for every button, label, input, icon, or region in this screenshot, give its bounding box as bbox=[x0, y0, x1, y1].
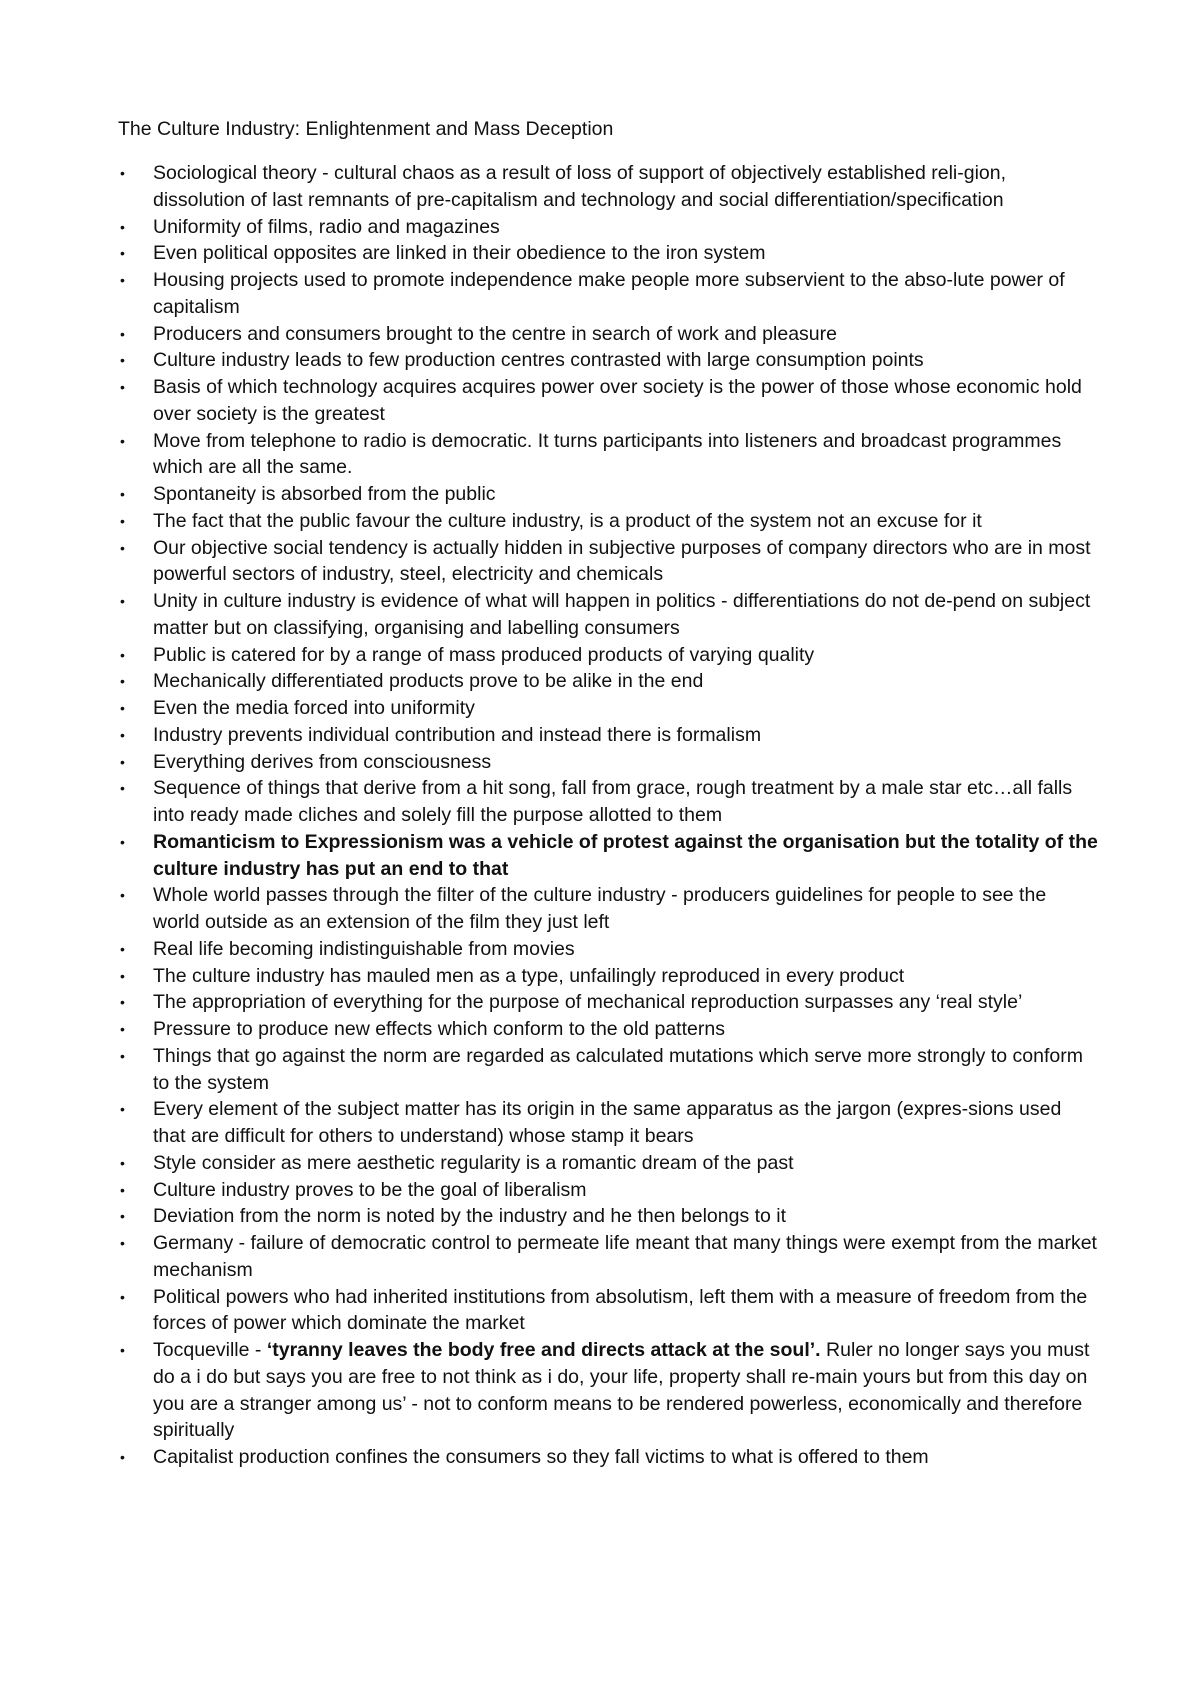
list-item bbox=[118, 936, 1098, 963]
list-item bbox=[118, 1230, 1098, 1284]
list-item-text: Producers and consumers brought to the centre in search of work and pleasure bbox=[153, 322, 837, 345]
list-item-text: Whole world passes through the filter of the culture industry - producers guidelines for people to see the world outside as an extension of the film they just left bbox=[153, 884, 1047, 933]
bullet-icon: • bbox=[120, 780, 125, 797]
list-item-text: Industry prevents individual contribution and instead there is formalism bbox=[153, 723, 762, 746]
list-item-text: Even the media forced into uniformity bbox=[153, 697, 475, 719]
list-item bbox=[118, 1096, 1098, 1150]
bullet-icon: • bbox=[120, 1047, 125, 1064]
list-item-text: Culture industry leads to few production centres contrasted with large consumption points bbox=[153, 349, 924, 372]
list-item-text: Spontaneity is absorbed from the public bbox=[153, 483, 496, 505]
bullet-icon: • bbox=[120, 967, 125, 984]
list-item-text: Deviation from the norm is noted by the industry and he then belongs to it bbox=[153, 1205, 787, 1228]
list-item bbox=[118, 374, 1098, 428]
list-item bbox=[118, 668, 1098, 695]
bullet-icon: • bbox=[120, 1208, 125, 1225]
bullet-icon: • bbox=[120, 1021, 125, 1037]
list-item-text: Romanticism to Expressionism was a vehicle of protest against the organisation but the totality of the culture industry has put an end to that bbox=[153, 830, 1098, 880]
bullet-icon: • bbox=[120, 833, 125, 850]
list-item-text: Political powers who had inherited institutions from absolutism, left them with a measure of freedom from the forces of power which dominate the market bbox=[153, 1285, 1088, 1335]
list-item-text: Sequence of things that derive from a hit song, fall from grace, rough treatment by a male star etc…all falls into ready made cliches and solely fill the purpose allotted to them bbox=[153, 777, 1073, 826]
bullet-icon: • bbox=[120, 379, 125, 395]
list-item-text: Housing projects used to promote independence make people more subservient to the abso-lute power of capitalism bbox=[153, 269, 1065, 318]
list-item-text: Basis of which technology acquires acquires power over society is the power of those whose economic hold over society is the greatest bbox=[153, 376, 1082, 425]
bullet-icon: • bbox=[120, 325, 125, 342]
list-item-text: Uniformity of films, radio and magazines bbox=[153, 215, 500, 238]
list-item-text: Public is catered for by a range of mass produced products of varying quality bbox=[153, 643, 815, 666]
list-item bbox=[118, 1150, 1098, 1177]
bullet-icon: • bbox=[120, 1235, 125, 1251]
list-item bbox=[118, 428, 1098, 482]
list-item bbox=[118, 642, 1098, 669]
list-item bbox=[118, 508, 1098, 535]
list-item bbox=[118, 1043, 1098, 1097]
list-item-tocqueville bbox=[118, 1337, 1098, 1444]
bullet-icon: • bbox=[120, 1288, 125, 1305]
bullet-icon: • bbox=[120, 218, 125, 235]
bullet-icon: • bbox=[120, 512, 125, 529]
tocqueville-quote: ‘tyranny leaves the body free and directs attack at the soul’. bbox=[266, 1339, 821, 1361]
list-item bbox=[118, 535, 1098, 589]
bullet-icon: • bbox=[120, 352, 125, 369]
list-item-text: The fact that the public favour the culture industry, is a product of the system not an excuse for it bbox=[153, 509, 982, 532]
list-item bbox=[118, 321, 1098, 348]
list-item bbox=[118, 160, 1098, 214]
list-item bbox=[118, 775, 1098, 829]
list-item bbox=[118, 1016, 1098, 1043]
list-item bbox=[118, 214, 1098, 241]
bullet-icon: • bbox=[120, 432, 125, 449]
list-item-text: Germany - failure of democratic control to permeate life meant that many things were exempt from the market mechanism bbox=[153, 1232, 1097, 1281]
list-item bbox=[118, 882, 1098, 936]
bullet-icon: • bbox=[120, 1449, 125, 1465]
bullet-icon: • bbox=[120, 1181, 125, 1198]
list-item-text: Pressure to produce new effects which conform to the old patterns bbox=[153, 1018, 725, 1040]
bullet-icon: • bbox=[120, 1101, 125, 1118]
document-title: The Culture Industry: Enlightenment and Mass Deception bbox=[118, 118, 614, 140]
list-item bbox=[118, 481, 1098, 508]
list-item-text: Move from telephone to radio is democratic. It turns participants into listeners and broadcast programmes which are all the same. bbox=[153, 429, 1062, 479]
bullet-icon: • bbox=[120, 593, 125, 609]
list-item-text: Real life becoming indistinguishable from movies bbox=[153, 937, 575, 960]
bullet-icon: • bbox=[120, 245, 125, 262]
bullet-icon: • bbox=[120, 486, 125, 502]
bullet-icon: • bbox=[120, 1342, 125, 1358]
list-item bbox=[118, 347, 1098, 374]
list-item bbox=[118, 989, 1098, 1016]
list-item-text: Even political opposites are linked in their obedience to the iron system bbox=[153, 242, 766, 265]
bullet-icon: • bbox=[120, 994, 125, 1011]
bullet-icon: • bbox=[120, 1154, 125, 1171]
list-item-text: The appropriation of everything for the purpose of mechanical reproduction surpasses any ‘real style’ bbox=[153, 991, 1023, 1014]
bullet-icon: • bbox=[120, 887, 125, 904]
list-item-text: Everything derives from consciousness bbox=[153, 750, 492, 773]
list-item-bold bbox=[118, 829, 1098, 883]
bullet-icon: • bbox=[120, 539, 125, 556]
list-item-text: Mechanically differentiated products prove to be alike in the end bbox=[153, 670, 704, 693]
list-item bbox=[118, 1444, 1098, 1471]
list-item bbox=[118, 1284, 1098, 1338]
list-item-text: Style consider as mere aesthetic regularity is a romantic dream of the past bbox=[153, 1151, 794, 1174]
document-page bbox=[118, 116, 1098, 1471]
list-item bbox=[118, 695, 1098, 722]
list-item-text: Unity in culture industry is evidence of what will happen in politics - differentiations do not de-pend on subject matter but on classifying, organising and labelling consumers bbox=[153, 590, 1091, 639]
list-item bbox=[118, 722, 1098, 749]
list-item bbox=[118, 1203, 1098, 1230]
notes-list bbox=[118, 160, 1098, 1471]
bullet-icon: • bbox=[120, 673, 125, 690]
tocqueville-prefix: Tocqueville - bbox=[153, 1339, 267, 1361]
list-item bbox=[118, 588, 1098, 642]
bullet-icon: • bbox=[120, 753, 125, 770]
bullet-icon: • bbox=[120, 940, 125, 957]
list-item-text bbox=[153, 1339, 1089, 1441]
list-item bbox=[118, 1177, 1098, 1204]
bullet-icon: • bbox=[120, 646, 125, 663]
list-item-text: Culture industry proves to be the goal of liberalism bbox=[153, 1178, 587, 1201]
bullet-icon: • bbox=[120, 272, 125, 288]
list-item bbox=[118, 240, 1098, 267]
list-item-text: Every element of the subject matter has its origin in the same apparatus as the jargon (expres-sions used that are difficult for others to understand) whose stamp it bears bbox=[153, 1098, 1062, 1147]
list-item bbox=[118, 963, 1098, 990]
list-item-text: Sociological theory - cultural chaos as a result of loss of support of objectively established reli-gion, dissolution of last remnants of pre-capitalism and technology and social differentiation/specification bbox=[153, 162, 1007, 211]
list-item-text: Things that go against the norm are regarded as calculated mutations which serve more strongly to conform to the system bbox=[153, 1044, 1083, 1094]
bullet-icon: • bbox=[120, 726, 125, 743]
bullet-icon: • bbox=[120, 165, 125, 181]
tocqueville-suffix: Ruler no longer says you must do a i do but says you are free to not think as i do, your life, property shall re-main yours but from this day on you are a stranger among us’ - not to conform means to be rendered powerless, economically and therefore spiritually bbox=[153, 1339, 1090, 1442]
list-item bbox=[118, 267, 1098, 321]
list-item-text: The culture industry has mauled men as a type, unfailingly reproduced in every product bbox=[153, 964, 905, 987]
list-item-text: Capitalist production confines the consumers so they fall victims to what is offered to them bbox=[153, 1446, 929, 1468]
list-item bbox=[118, 749, 1098, 776]
list-item-text: Our objective social tendency is actually hidden in subjective purposes of company directors who are in most powerful sectors of industry, steel, electricity and chemicals bbox=[153, 536, 1091, 586]
bullet-icon: • bbox=[120, 700, 125, 716]
